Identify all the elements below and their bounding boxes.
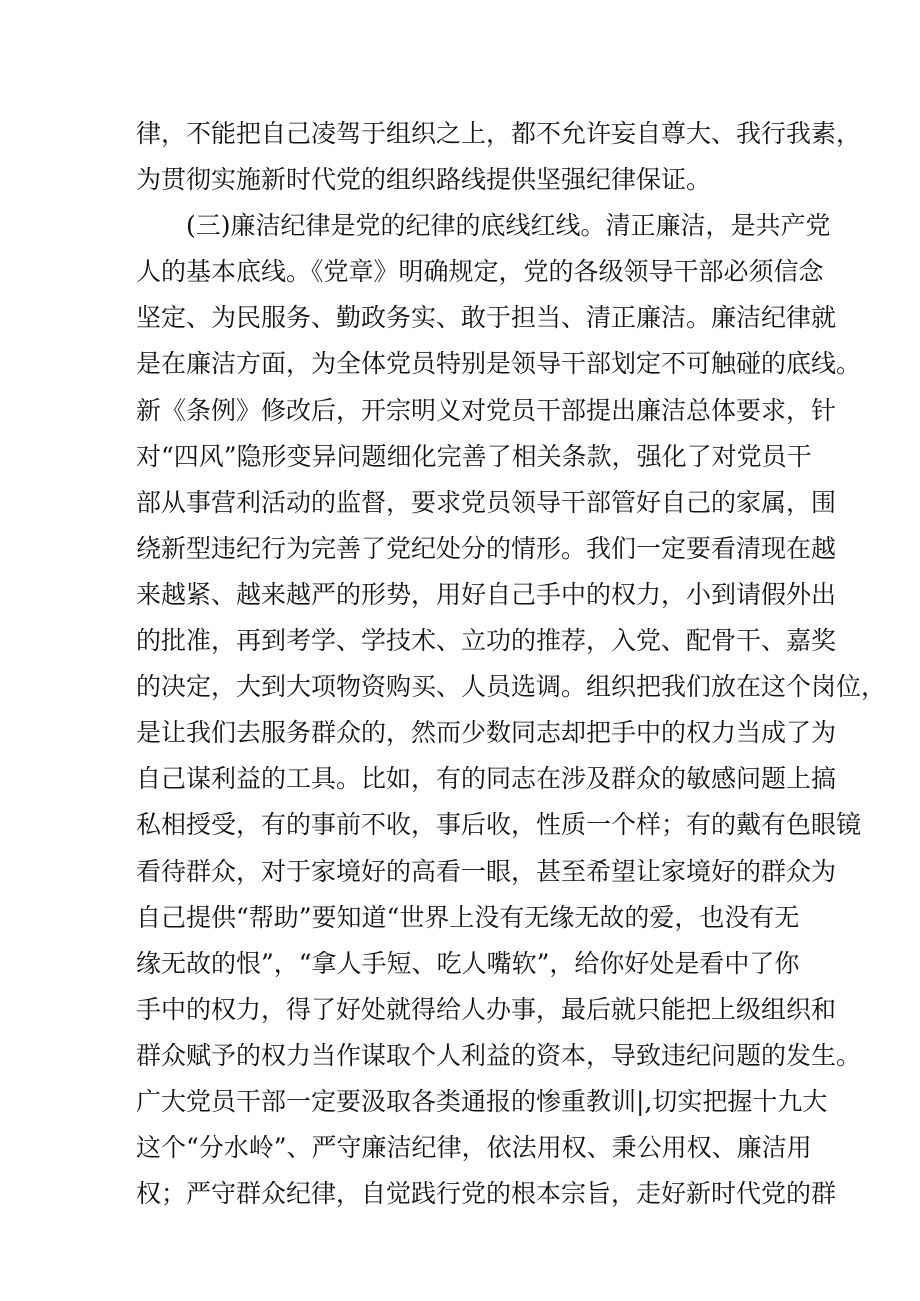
- text-line: 绕新型违纪行为完善了党纪处分的情形。我们一定要看清现在越: [136, 533, 837, 563]
- text-line: 是在廉洁方面，为全体党员特别是领导干部划定不可触碰的底线。: [136, 349, 862, 379]
- text-line: 广大党员干部一定要汲取各类通报的惨重教训|,切实把握十九大: [136, 1086, 828, 1116]
- text-line: 缘无故的恨”，“拿人手短、吃人嘴软”，给你好处是看中了你: [136, 948, 800, 978]
- text-line: 是让我们去服务群众的，然而少数同志却把手中的权力当成了为: [136, 718, 837, 748]
- text-line: 律，不能把自己凌驾于组织之上，都不允许妄自尊大、我行我素，: [136, 119, 862, 148]
- text-line: 新《条例》修改后，开宗明义对党员干部提出廉洁总体要求，针: [136, 395, 837, 425]
- text-line: 为贯彻实施新时代党的组织路线提供坚强纪律保证。: [136, 165, 712, 195]
- text-line: 坚定、为民服务、勤政务实、敢于担当、清正廉洁。廉洁纪律就: [136, 303, 837, 333]
- text-line: 的决定，大到大项物资购买、人员选调。组织把我们放在这个岗位，: [136, 672, 887, 702]
- text-line: 手中的权力，得了好处就得给人办事，最后就只能把上级组织和: [136, 994, 837, 1024]
- text-line: 对“四风”隐形变异问题细化完善了相关条款，强化了对党员干: [136, 441, 812, 471]
- text-line: 群众赋予的权力当作谋取个人利益的资本，导致违纪问题的发生。: [136, 1040, 862, 1070]
- text-line: 人的基本底线。《党章》明确规定，党的各级领导干部必须信念: [136, 257, 824, 287]
- text-line: 部从事营利活动的监督，要求党员领导干部管好自己的家属，围: [136, 487, 837, 517]
- text-line: 来越紧、越来越严的形势，用好自己手中的权力，小到请假外出: [136, 579, 837, 609]
- text-line: 自己提供“帮助”要知道“世界上没有无缘无故的爱，也没有无: [136, 902, 800, 932]
- text-line: 权；严守群众纪律，自觉践行党的根本宗旨，走好新时代党的群: [136, 1179, 837, 1209]
- text-line: 自己谋利益的工具。比如，有的同志在涉及群众的敏感问题上搞: [136, 764, 837, 794]
- text-line: 这个“分水岭”、严守廉洁纪律，依法用权、秉公用权、廉洁用: [136, 1133, 812, 1163]
- body-text: [136, 111, 887, 1217]
- text-line: 私相授受，有的事前不收，事后收，性质一个样；有的戴有色眼镜: [136, 810, 862, 840]
- text-line: 看待群众，对于家境好的高看一眼，甚至希望让家境好的群众为: [136, 856, 837, 886]
- text-line: 的批准，再到考学、学技术、立功的推荐，入党、配骨干、嘉奖: [136, 626, 837, 656]
- paragraph-heading-line: (三)廉洁纪律是党的纪律的底线红线。清正廉洁，是共产党: [186, 211, 831, 241]
